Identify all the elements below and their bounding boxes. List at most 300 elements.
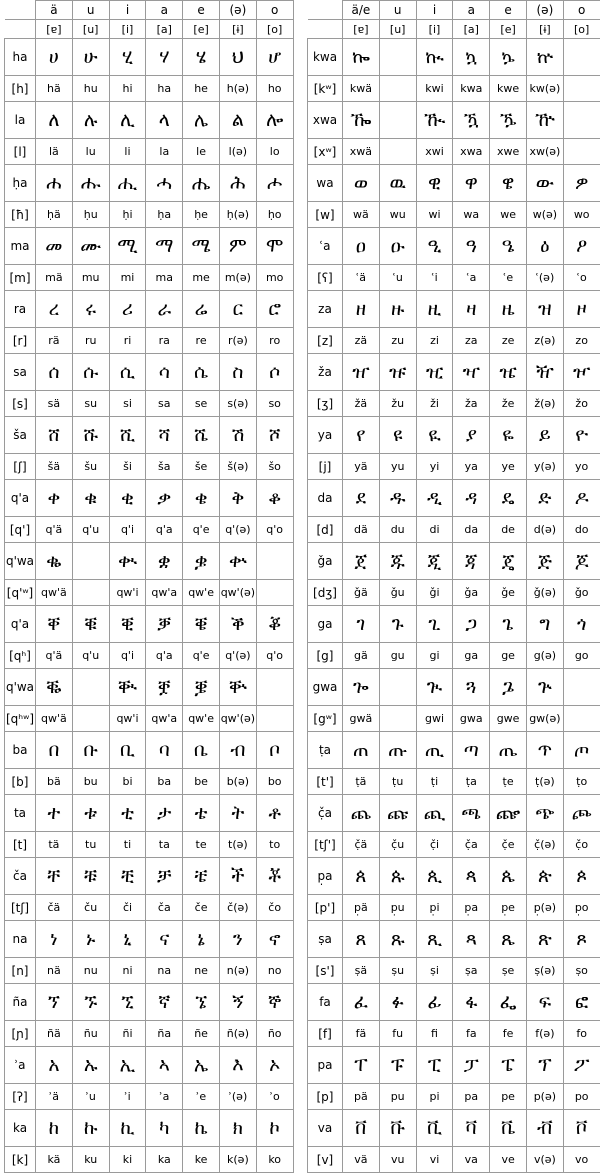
vowel-header: ä/e bbox=[343, 1, 380, 20]
syllable-glyph-row bbox=[5, 102, 294, 139]
syllable-glyph: ቆ bbox=[256, 480, 293, 517]
syllable-glyph: ጓ bbox=[453, 669, 490, 706]
syllable-transliteration: t(ə) bbox=[219, 832, 256, 858]
consonant-label: kwa bbox=[308, 39, 343, 76]
syllable-transliteration: mä bbox=[36, 265, 73, 291]
syllable-glyph: ፈ bbox=[343, 984, 380, 1021]
syllable-glyph: ላ bbox=[146, 102, 183, 139]
syllable-transliteration: ñ(ə) bbox=[219, 1021, 256, 1047]
syllable-transliteration: ka bbox=[146, 1147, 183, 1173]
syllable-transliteration: f(ə) bbox=[526, 1021, 563, 1047]
ipa-vowel-header: [o] bbox=[563, 20, 600, 39]
syllable-glyph-row bbox=[308, 921, 600, 958]
consonant-label: q'a bbox=[5, 606, 36, 643]
consonant-label: ba bbox=[5, 732, 36, 769]
syllable-glyph: ሹ bbox=[72, 417, 109, 454]
syllable-transliteration: si bbox=[109, 391, 146, 417]
consonant-label: p̣a bbox=[308, 858, 343, 895]
syllable-transliteration: q'u bbox=[72, 517, 109, 543]
syllable-transliteration: ʾo bbox=[256, 1084, 293, 1110]
syllable-transliteration: ho bbox=[256, 76, 293, 102]
syllable-transliteration: č̣a bbox=[453, 832, 490, 858]
syllable-glyph: ሑ bbox=[72, 165, 109, 202]
syllable-transliteration: ye bbox=[490, 454, 527, 480]
syllable-transliteration: dä bbox=[343, 517, 380, 543]
corner-blank bbox=[5, 20, 36, 39]
consonant-label: ča bbox=[5, 858, 36, 895]
syllable-transliteration: fe bbox=[490, 1021, 527, 1047]
syllable-glyph: ሩ bbox=[72, 291, 109, 328]
syllable-transliteration: ge bbox=[490, 643, 527, 669]
syllable-glyph: ጅ bbox=[526, 543, 563, 580]
syllable-transliteration: wi bbox=[416, 202, 453, 228]
syllable-glyph: ዣ bbox=[453, 354, 490, 391]
syllable-transliteration: wä bbox=[343, 202, 380, 228]
syllable-glyph: ኣ bbox=[146, 1047, 183, 1084]
syllable-glyph: ቼ bbox=[183, 858, 220, 895]
consonant-label: da bbox=[308, 480, 343, 517]
consonant-label: la bbox=[5, 102, 36, 139]
syllable-transliteration: ba bbox=[146, 769, 183, 795]
syllable-transliteration: mu bbox=[72, 265, 109, 291]
syllable-glyph: ጔ bbox=[490, 669, 527, 706]
syllable-transliteration: no bbox=[256, 958, 293, 984]
syllable-transliteration bbox=[72, 580, 109, 606]
syllable-transliteration: ke bbox=[183, 1147, 220, 1173]
consonant-ipa: [s] bbox=[5, 391, 36, 417]
syllable-transliteration: qw'(ə) bbox=[219, 580, 256, 606]
syllable-glyph-row bbox=[5, 1047, 294, 1084]
syllable-transliteration bbox=[256, 580, 293, 606]
syllable-glyph: ሱ bbox=[72, 354, 109, 391]
syllable-transliteration: ru bbox=[72, 328, 109, 354]
syllable-glyph: ሶ bbox=[256, 354, 293, 391]
syllable-glyph-row bbox=[308, 1110, 600, 1147]
syllable-glyph: ኵ bbox=[526, 39, 563, 76]
syllable-glyph: በ bbox=[36, 732, 73, 769]
syllable-transliteration: qw'i bbox=[109, 706, 146, 732]
syllable-transliteration: žo bbox=[563, 391, 600, 417]
vowel-header: u bbox=[379, 1, 416, 20]
ipa-vowel-header: [e] bbox=[490, 20, 527, 39]
syllable-glyph: ፐ bbox=[343, 1047, 380, 1084]
syllable-glyph: ጽ bbox=[526, 921, 563, 958]
syllable-glyph: ቭ bbox=[526, 1110, 563, 1147]
syllable-glyph: ጁ bbox=[379, 543, 416, 580]
syllable-transliteration: h(ə) bbox=[219, 76, 256, 102]
syllable-glyph: ቾ bbox=[256, 858, 293, 895]
consonant-label: na bbox=[5, 921, 36, 958]
syllable-glyph: ጤ bbox=[490, 732, 527, 769]
transliteration-row bbox=[5, 517, 294, 543]
syllable-transliteration: wu bbox=[379, 202, 416, 228]
syllable-transliteration: ḥu bbox=[72, 202, 109, 228]
syllable-glyph: ዛ bbox=[453, 291, 490, 328]
consonant-label: ta bbox=[5, 795, 36, 832]
syllable-glyph bbox=[379, 102, 416, 139]
syllable-transliteration: so bbox=[256, 391, 293, 417]
syllable-glyph: ው bbox=[526, 165, 563, 202]
consonant-ipa: [z] bbox=[308, 328, 343, 354]
consonant-ipa: [tʃ] bbox=[5, 895, 36, 921]
syllable-glyph: ጉ bbox=[379, 606, 416, 643]
syllable-glyph: ቅ bbox=[219, 480, 256, 517]
syllable-transliteration: v(ə) bbox=[526, 1147, 563, 1173]
syllable-glyph bbox=[379, 669, 416, 706]
syllable-transliteration: č(ə) bbox=[219, 895, 256, 921]
syllable-glyph: ዮ bbox=[563, 417, 600, 454]
transliteration-row bbox=[5, 1021, 294, 1047]
syllable-transliteration: qw'i bbox=[109, 580, 146, 606]
syllable-transliteration: ṭu bbox=[379, 769, 416, 795]
syllable-glyph: ጡ bbox=[379, 732, 416, 769]
syllable-transliteration: ṣe bbox=[490, 958, 527, 984]
syllable-transliteration: be bbox=[183, 769, 220, 795]
syllable-glyph: ኳ bbox=[453, 39, 490, 76]
consonant-ipa: [qʰ] bbox=[5, 643, 36, 669]
transliteration-row bbox=[5, 643, 294, 669]
syllable-transliteration: ña bbox=[146, 1021, 183, 1047]
syllable-transliteration: bo bbox=[256, 769, 293, 795]
vowel-header-row bbox=[308, 1, 600, 20]
syllable-glyph: ዒ bbox=[416, 228, 453, 265]
syllable-transliteration: ḥo bbox=[256, 202, 293, 228]
syllable-glyph: ዐ bbox=[343, 228, 380, 265]
syllable-transliteration: yo bbox=[563, 454, 600, 480]
syllable-transliteration: qw'a bbox=[146, 580, 183, 606]
syllable-glyph: ኜ bbox=[183, 984, 220, 1021]
syllable-glyph: ኒ bbox=[109, 921, 146, 958]
syllable-transliteration: ze bbox=[490, 328, 527, 354]
syllable-transliteration: pe bbox=[490, 1084, 527, 1110]
syllable-glyph: ዠ bbox=[343, 354, 380, 391]
syllable-transliteration: ǧa bbox=[453, 580, 490, 606]
syllable-glyph-row bbox=[308, 39, 600, 76]
syllable-transliteration: ʿä bbox=[343, 265, 380, 291]
syllable-glyph: ቶ bbox=[256, 795, 293, 832]
syllable-transliteration: ḥ(ə) bbox=[219, 202, 256, 228]
syllable-transliteration: p̣u bbox=[379, 895, 416, 921]
syllable-glyph: ኪ bbox=[109, 1110, 146, 1147]
syllable-transliteration: q'u bbox=[72, 643, 109, 669]
vowel-header-row bbox=[5, 1, 294, 20]
syllable-glyph-row bbox=[308, 102, 600, 139]
ipa-vowel-header: [e] bbox=[183, 20, 220, 39]
ipa-vowel-header: [ɐ] bbox=[343, 20, 380, 39]
syllable-glyph: ማ bbox=[146, 228, 183, 265]
syllable-glyph-row bbox=[5, 1110, 294, 1147]
transliteration-row bbox=[308, 391, 600, 417]
syllable-glyph: ዎ bbox=[563, 165, 600, 202]
consonant-label: ga bbox=[308, 606, 343, 643]
syllable-transliteration: za bbox=[453, 328, 490, 354]
consonant-label: xwa bbox=[308, 102, 343, 139]
syllable-glyph: ጬ bbox=[490, 795, 527, 832]
syllable-glyph: ዂ bbox=[416, 102, 453, 139]
syllable-transliteration: zo bbox=[563, 328, 600, 354]
syllable-glyph: ረ bbox=[36, 291, 73, 328]
syllable-glyph: ቝ bbox=[219, 669, 256, 706]
syllable-glyph-row bbox=[5, 858, 294, 895]
syllable-glyph: ጸ bbox=[343, 921, 380, 958]
syllable-glyph: ከ bbox=[36, 1110, 73, 1147]
syllable-transliteration: ʾu bbox=[72, 1084, 109, 1110]
syllable-transliteration: de bbox=[490, 517, 527, 543]
ipa-vowel-header: [a] bbox=[453, 20, 490, 39]
syllable-glyph-row bbox=[5, 354, 294, 391]
syllable-transliteration: se bbox=[183, 391, 220, 417]
syllable-transliteration: ču bbox=[72, 895, 109, 921]
syllable-transliteration: žä bbox=[343, 391, 380, 417]
consonant-ipa: [k] bbox=[5, 1147, 36, 1173]
consonant-label: wa bbox=[308, 165, 343, 202]
syllable-transliteration: še bbox=[183, 454, 220, 480]
syllable-glyph: ገ bbox=[343, 606, 380, 643]
syllable-transliteration: fi bbox=[416, 1021, 453, 1047]
ipa-vowel-header: [ɐ] bbox=[36, 20, 73, 39]
syllable-glyph: ሂ bbox=[109, 39, 146, 76]
syllable-transliteration: ṣa bbox=[453, 958, 490, 984]
syllable-transliteration: n(ə) bbox=[219, 958, 256, 984]
syllable-transliteration: to bbox=[256, 832, 293, 858]
syllable-transliteration: pä bbox=[343, 1084, 380, 1110]
transliteration-row bbox=[308, 328, 600, 354]
syllable-transliteration: ʾi bbox=[109, 1084, 146, 1110]
syllable-glyph: ሮ bbox=[256, 291, 293, 328]
syllable-transliteration: ve bbox=[490, 1147, 527, 1173]
syllable-transliteration: ži bbox=[416, 391, 453, 417]
syllable-glyph: ኲ bbox=[416, 39, 453, 76]
right-syllabary-table bbox=[307, 0, 600, 1173]
consonant-label: q'wa bbox=[5, 543, 36, 580]
syllable-transliteration: ṭ(ə) bbox=[526, 769, 563, 795]
syllable-glyph: ጮ bbox=[563, 795, 600, 832]
transliteration-row bbox=[308, 202, 600, 228]
consonant-label: ka bbox=[5, 1110, 36, 1147]
syllable-transliteration: ča bbox=[146, 895, 183, 921]
syllable-glyph: ሽ bbox=[219, 417, 256, 454]
syllable-glyph: ሰ bbox=[36, 354, 73, 391]
syllable-glyph: ዴ bbox=[490, 480, 527, 517]
syllable-glyph: ዦ bbox=[563, 354, 600, 391]
syllable-transliteration: bi bbox=[109, 769, 146, 795]
syllable-glyph: ቓ bbox=[146, 606, 183, 643]
syllable-transliteration: ʾe bbox=[183, 1084, 220, 1110]
syllable-transliteration: ṣä bbox=[343, 958, 380, 984]
syllable-transliteration: te bbox=[183, 832, 220, 858]
syllable-transliteration: s(ə) bbox=[219, 391, 256, 417]
syllable-glyph: ቦ bbox=[256, 732, 293, 769]
vowel-header: a bbox=[453, 1, 490, 20]
ipa-vowel-header: [ɨ] bbox=[219, 20, 256, 39]
syllable-transliteration: q'a bbox=[146, 517, 183, 543]
syllable-transliteration: ǧ(ə) bbox=[526, 580, 563, 606]
consonant-ipa: [t'] bbox=[308, 769, 343, 795]
syllable-transliteration: mi bbox=[109, 265, 146, 291]
syllable-transliteration: du bbox=[379, 517, 416, 543]
syllable-glyph: ሸ bbox=[36, 417, 73, 454]
syllable-transliteration: bu bbox=[72, 769, 109, 795]
syllable-glyph: ዶ bbox=[563, 480, 600, 517]
syllable-glyph: ሀ bbox=[36, 39, 73, 76]
syllable-glyph: ሚ bbox=[109, 228, 146, 265]
syllable-transliteration: ṣu bbox=[379, 958, 416, 984]
syllable-glyph: ቊ bbox=[109, 543, 146, 580]
syllable-glyph: ጃ bbox=[453, 543, 490, 580]
syllable-transliteration: mo bbox=[256, 265, 293, 291]
consonant-label: pa bbox=[308, 1047, 343, 1084]
syllable-glyph: ዥ bbox=[526, 354, 563, 391]
consonant-ipa: [g] bbox=[308, 643, 343, 669]
syllable-glyph: ዑ bbox=[379, 228, 416, 265]
transliteration-row bbox=[308, 1147, 600, 1173]
syllable-glyph: ፒ bbox=[416, 1047, 453, 1084]
syllable-glyph: ጀ bbox=[343, 543, 380, 580]
syllable-glyph: ቖ bbox=[256, 606, 293, 643]
syllable-glyph: ጦ bbox=[563, 732, 600, 769]
syllable-glyph: ቬ bbox=[490, 1110, 527, 1147]
syllable-glyph-row bbox=[5, 606, 294, 643]
syllable-glyph: እ bbox=[219, 1047, 256, 1084]
syllable-transliteration: wa bbox=[453, 202, 490, 228]
syllable-transliteration: me bbox=[183, 265, 220, 291]
syllable-glyph: ሙ bbox=[72, 228, 109, 265]
syllable-glyph: ዝ bbox=[526, 291, 563, 328]
syllable-transliteration bbox=[563, 76, 600, 102]
syllable-glyph: ት bbox=[219, 795, 256, 832]
syllable-transliteration: p(ə) bbox=[526, 1084, 563, 1110]
syllable-transliteration: p̣e bbox=[490, 895, 527, 921]
syllable-glyph: ጌ bbox=[490, 606, 527, 643]
syllable-glyph: ጢ bbox=[416, 732, 453, 769]
syllable-glyph-row bbox=[308, 984, 600, 1021]
syllable-glyph: ዄ bbox=[490, 102, 527, 139]
syllable-glyph-row bbox=[308, 1047, 600, 1084]
corner-blank bbox=[308, 20, 343, 39]
consonant-ipa: [dʒ] bbox=[308, 580, 343, 606]
consonant-label: q'wa bbox=[5, 669, 36, 706]
syllable-glyph: ጋ bbox=[453, 606, 490, 643]
syllable-glyph: ኮ bbox=[256, 1110, 293, 1147]
syllable-transliteration: fä bbox=[343, 1021, 380, 1047]
syllable-transliteration: ga bbox=[453, 643, 490, 669]
syllable-glyph: ዘ bbox=[343, 291, 380, 328]
consonant-ipa: [ʃ] bbox=[5, 454, 36, 480]
syllable-glyph: ዀ bbox=[343, 102, 380, 139]
syllable-glyph: ነ bbox=[36, 921, 73, 958]
syllable-glyph: ኬ bbox=[183, 1110, 220, 1147]
syllable-glyph: ዓ bbox=[453, 228, 490, 265]
syllable-glyph: ቢ bbox=[109, 732, 146, 769]
syllable-glyph: ጩ bbox=[379, 795, 416, 832]
syllable-transliteration: ṣ(ə) bbox=[526, 958, 563, 984]
syllable-glyph: ሻ bbox=[146, 417, 183, 454]
consonant-label: ḥa bbox=[5, 165, 36, 202]
syllable-transliteration bbox=[379, 139, 416, 165]
syllable-transliteration: ža bbox=[453, 391, 490, 417]
syllable-transliteration: w(ə) bbox=[526, 202, 563, 228]
syllable-glyph: ኩ bbox=[72, 1110, 109, 1147]
transliteration-row bbox=[5, 454, 294, 480]
syllable-transliteration: go bbox=[563, 643, 600, 669]
syllable-transliteration: fo bbox=[563, 1021, 600, 1047]
syllable-glyph: ዢ bbox=[416, 354, 453, 391]
syllable-glyph: ዕ bbox=[526, 228, 563, 265]
syllable-transliteration: tä bbox=[36, 832, 73, 858]
syllable-transliteration: yu bbox=[379, 454, 416, 480]
transliteration-row bbox=[308, 958, 600, 984]
syllable-glyph bbox=[256, 669, 293, 706]
syllable-transliteration: že bbox=[490, 391, 527, 417]
syllable-glyph: ዱ bbox=[379, 480, 416, 517]
syllable-glyph: ጾ bbox=[563, 921, 600, 958]
syllable-transliteration: ki bbox=[109, 1147, 146, 1173]
transliteration-row bbox=[5, 832, 294, 858]
syllable-transliteration: vo bbox=[563, 1147, 600, 1173]
vowel-header: u bbox=[72, 1, 109, 20]
transliteration-row bbox=[5, 328, 294, 354]
syllable-transliteration: hu bbox=[72, 76, 109, 102]
syllable-transliteration: ṭo bbox=[563, 769, 600, 795]
consonant-label: ša bbox=[5, 417, 36, 454]
syllable-transliteration: q'o bbox=[256, 643, 293, 669]
consonant-label: ña bbox=[5, 984, 36, 1021]
syllable-glyph: ዃ bbox=[453, 102, 490, 139]
syllable-glyph-row bbox=[308, 669, 600, 706]
syllable-glyph: ኑ bbox=[72, 921, 109, 958]
syllable-transliteration: q'o bbox=[256, 517, 293, 543]
syllable-glyph: ኘ bbox=[36, 984, 73, 1021]
syllable-glyph: ቨ bbox=[343, 1110, 380, 1147]
transliteration-row bbox=[5, 202, 294, 228]
syllable-transliteration: xwi bbox=[416, 139, 453, 165]
vowel-header: (ə) bbox=[526, 1, 563, 20]
syllable-glyph: ኖ bbox=[256, 921, 293, 958]
syllable-glyph: ሊ bbox=[109, 102, 146, 139]
syllable-transliteration: g(ə) bbox=[526, 643, 563, 669]
syllable-glyph: ሳ bbox=[146, 354, 183, 391]
syllable-transliteration: li bbox=[109, 139, 146, 165]
syllable-transliteration: vi bbox=[416, 1147, 453, 1173]
syllable-transliteration: kwi bbox=[416, 76, 453, 102]
syllable-glyph: ኡ bbox=[72, 1047, 109, 1084]
ipa-vowel-header: [i] bbox=[109, 20, 146, 39]
transliteration-row bbox=[5, 76, 294, 102]
syllable-glyph: ቍ bbox=[219, 543, 256, 580]
syllable-glyph: ዉ bbox=[379, 165, 416, 202]
syllable-transliteration: ša bbox=[146, 454, 183, 480]
syllable-glyph: ሺ bbox=[109, 417, 146, 454]
syllable-transliteration: ʾä bbox=[36, 1084, 73, 1110]
syllable-transliteration: kwä bbox=[343, 76, 380, 102]
transliteration-row bbox=[308, 769, 600, 795]
syllable-glyph: ና bbox=[146, 921, 183, 958]
syllable-transliteration: gu bbox=[379, 643, 416, 669]
syllable-transliteration: va bbox=[453, 1147, 490, 1173]
syllable-glyph-row bbox=[308, 417, 600, 454]
syllable-transliteration: xwe bbox=[490, 139, 527, 165]
syllable-transliteration: da bbox=[453, 517, 490, 543]
syllable-transliteration: gw(ə) bbox=[526, 706, 563, 732]
syllable-transliteration: xwa bbox=[453, 139, 490, 165]
transliteration-row bbox=[308, 517, 600, 543]
syllable-glyph: ዪ bbox=[416, 417, 453, 454]
syllable-transliteration: k(ə) bbox=[219, 1147, 256, 1173]
syllable-transliteration: re bbox=[183, 328, 220, 354]
syllable-glyph-row bbox=[308, 354, 600, 391]
syllable-glyph: ሃ bbox=[146, 39, 183, 76]
syllable-glyph: ጎ bbox=[563, 606, 600, 643]
